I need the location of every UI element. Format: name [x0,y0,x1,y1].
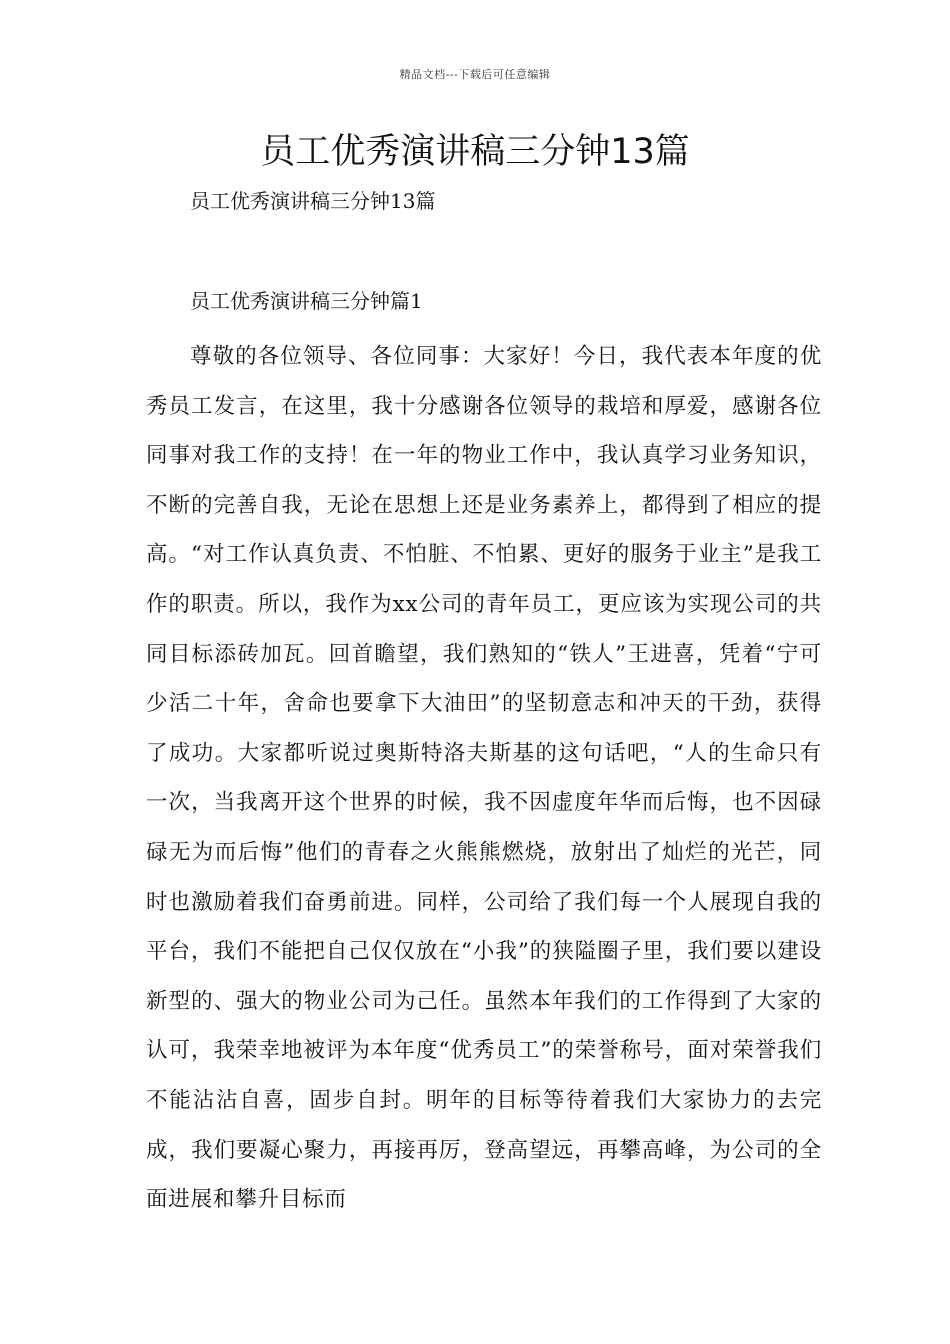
document-title: 员工优秀演讲稿三分钟13篇 [260,132,690,172]
body-paragraph: 尊敬的各位领导、各位同事：大家好！今日，我代表本年度的优秀员工发言，在这里，我十分感谢各位领导的栽培和厚爱，感谢各位同事对我工作的支持！在一年的物业工作中，我认真学习业务知识，不断的完善自我，无论在思想上还是业务素养上，都得到了相应的提高。“对工作认真负责、不怕脏、不怕累、更好的服务于业主”是我工作的职责。所以，我作为xx公司的青年员工，更应该为实现公司的共同目标添砖加瓦。回首瞻望，我们熟知的“铁人”王进喜，凭着“宁可少活二十年，舍命也要拿下大油田”的坚韧意志和冲天的干劲，获得了成功。大家都听说过奥斯特洛夫斯基的这句话吧，“人的生命只有一次，当我离开这个世界的时候，我不因虚度年华而后悔，也不因碌碌无为而后悔”他们的青春之火熊熊燃烧，放射出了灿烂的光芒，同时也激励着我们奋勇前进。同样，公司给了我们每一个人展现自我的平台，我们不能把自己仅仅放在“小我”的狭隘圈子里，我们要以建设新型的、强大的物业公司为己任。虽然本年我们的工作得到了大家的认可，我荣幸地被评为本年度“优秀员工”的荣誉称号，面对荣誉我们不能沾沾自喜，固步自封。明年的目标等待着我们大家协力的去完成，我们要凝心聚力，再接再厉，登高望远，再攀高峰，为公司的全面进展和攀升目标而 [146,344,822,1213]
page-watermark: 精品文档---下载后可任意编辑 [399,68,551,81]
document-subtitle: 员工优秀演讲稿三分钟13篇 [190,189,436,213]
section-heading: 员工优秀演讲稿三分钟篇1 [190,289,423,313]
